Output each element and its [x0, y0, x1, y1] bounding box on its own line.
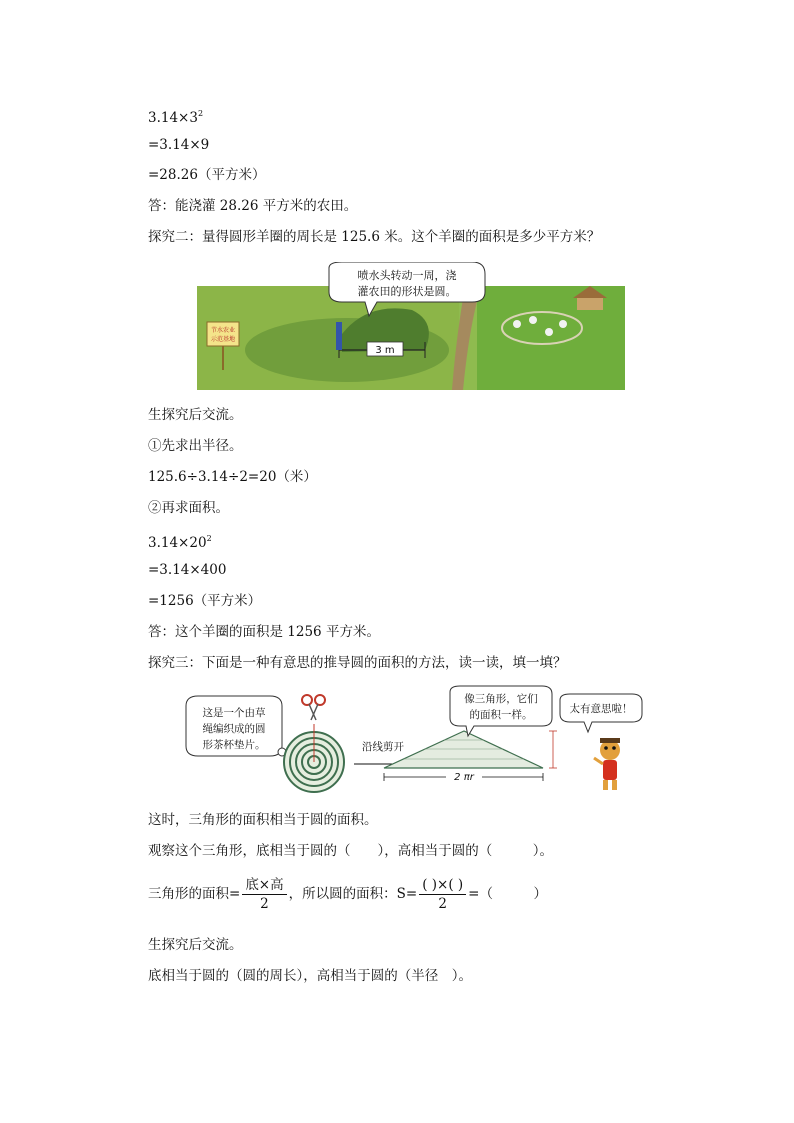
area-formula-1: [148, 530, 212, 552]
left-bubble-line-2: 绳编织成的圆: [202, 723, 266, 735]
step-one: ①先求出半径。: [148, 438, 243, 454]
text: 3.14×20: [148, 535, 207, 551]
left-bubble-line-1: 这是一个由草: [202, 707, 266, 719]
numerator: 底×高: [242, 876, 286, 895]
radius-calculation: 125.6÷3.14÷2=20（米）: [148, 469, 317, 485]
scissors-icon: [302, 695, 325, 720]
numerator: ( )×( ): [419, 876, 466, 895]
formula-line-1: [148, 105, 203, 127]
coaster-triangle-figure: [172, 684, 644, 796]
arrow-label: 沿线剪开: [362, 741, 404, 753]
observe-question: 观察这个三角形，底相当于圆的（ ），高相当于圆的（ ）。: [148, 843, 553, 859]
exponent: 2: [206, 534, 212, 543]
area-formula-2: =3.14×400: [148, 562, 227, 578]
answer-line-1: 答：能浇灌 28.26 平方米的农田。: [148, 198, 358, 214]
denominator: 2: [438, 896, 447, 912]
farm-field-illustration: [197, 262, 625, 390]
exploration-two-title: 探究二：量得圆形羊圈的周长是 125.6 米。这个羊圈的面积是多少平方米？: [148, 229, 601, 245]
bubble-line-1: 喷水头转动一周，浇: [357, 269, 457, 282]
fraction-blanks: [419, 876, 466, 913]
area-formula-3: =1256（平方米）: [148, 593, 262, 609]
formula-line-2: =3.14×9: [148, 137, 210, 153]
formula-line-3: =28.26（平方米）: [148, 167, 266, 183]
base-label: 2 πr: [454, 772, 474, 783]
answer-line-2: 答：这个羊圈的面积是 1256 平方米。: [148, 624, 380, 640]
denominator: 2: [260, 896, 269, 912]
final-answer: 底相当于圆的（圆的周长），高相当于圆的（半径 ）。: [148, 968, 472, 984]
text: ，所以圆的面积：S=: [288, 886, 418, 902]
text: 三角形的面积=: [148, 886, 241, 902]
step-two: ②再求面积。: [148, 500, 229, 516]
cartoon-dog-icon: [594, 738, 620, 790]
unrolled-triangle: [384, 731, 557, 783]
mid-bubble-line-2: 的面积一样。: [469, 709, 533, 721]
coaster-triangle-illustration: [172, 684, 644, 796]
coaster-circle: [284, 724, 344, 792]
left-bubble-line-3: 形茶杯垫片。: [202, 739, 266, 751]
conclusion-line: 这时，三角形的面积相当于圆的面积。: [148, 812, 378, 828]
mid-bubble-line-1: 像三角形，它们: [464, 693, 538, 705]
discussion-line-1: 生探究后交流。: [148, 407, 243, 423]
discussion-line-2: 生探究后交流。: [148, 937, 243, 953]
fraction-base-height: [242, 876, 286, 913]
exploration-three-title: 探究三：下面是一种有意思的推导圆的面积的方法，读一读，填一填？: [148, 655, 567, 671]
right-bubble-text: 太有意思啦！: [569, 703, 633, 715]
measure-label: 3 m: [375, 345, 395, 356]
sign-line-1: 节水农业: [210, 327, 236, 334]
text: =（ ）: [468, 886, 547, 902]
exponent: 2: [197, 109, 204, 118]
fraction-formula-line: [148, 874, 547, 914]
bubble-line-2: 灌农田的形状是圆。: [357, 285, 457, 298]
farm-field-figure: [197, 262, 625, 390]
sign-line-2: 示范基地: [210, 336, 236, 343]
text: 3.14×3: [148, 110, 198, 126]
